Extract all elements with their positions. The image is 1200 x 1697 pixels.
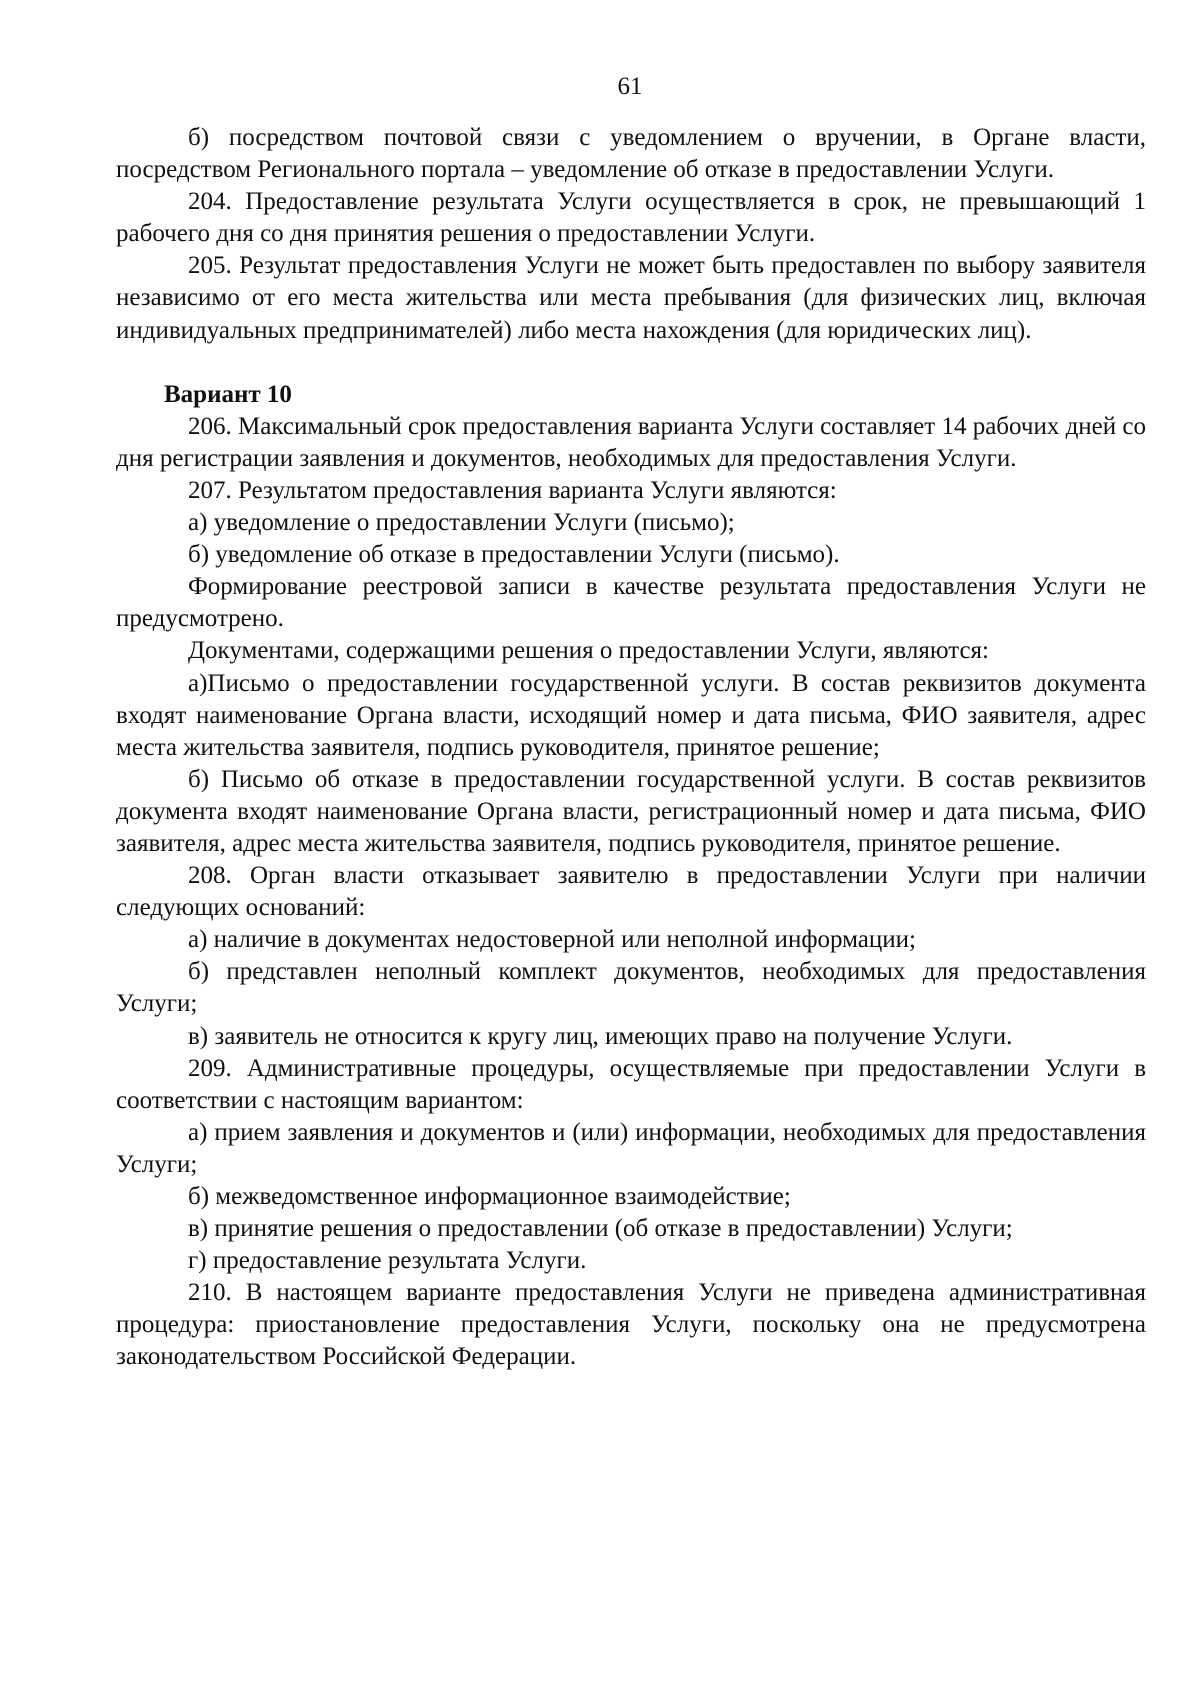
list-item: б) Письмо об отказе в предоставлении государственной услуги. В состав реквизитов документа входят наименование Органа власти, регистрационный номер и дата письма, ФИО заявителя, адрес места жительства заявителя, подпись руководителя, принятое решение. (116, 765, 1146, 857)
list-item: г) предоставление результата Услуги. (188, 1247, 587, 1275)
paragraph: Документами, содержащими решения о предоставлении Услуги, являются: (188, 637, 989, 665)
document-body (116, 122, 1146, 1374)
list-item: в) принятие решения о предоставлении (об отказе в предоставлении) Услуги; (188, 1215, 1013, 1243)
paragraph: 208. Орган власти отказывает заявителю в предоставлении Услуги при наличии следующих оснований: (116, 862, 1146, 922)
paragraph: 209. Административные процедуры, осуществляемые при предоставлении Услуги в соответствии с настоящим вариантом: (116, 1054, 1146, 1114)
list-item: б) представлен неполный комплект документов, необходимых для предоставления Услуги; (116, 958, 1146, 1018)
list-item: а) прием заявления и документов и (или) информации, необходимых для предоставления Услуги; (116, 1118, 1146, 1178)
list-item: в) заявитель не относится к кругу лиц, имеющих право на получение Услуги. (188, 1022, 1013, 1050)
list-item: а) наличие в документах недостоверной или неполной информации; (188, 926, 916, 954)
paragraph: Формирование реестровой записи в качестве результата предоставления Услуги не предусмотрено. (116, 573, 1146, 633)
paragraph: 210. В настоящем варианте предоставления Услуги не приведена административная процедура: приостановление предоставления Услуги, поскольку она не предусмотрена законодательством Российской Федерации. (116, 1279, 1146, 1371)
list-item: б) межведомственное информационное взаимодействие; (188, 1183, 791, 1210)
paragraph: 204. Предоставление результата Услуги осуществляется в срок, не превышающий 1 рабочего дня со дня принятия решения о предоставлении Услуги. (116, 188, 1146, 248)
paragraph: б) посредством почтовой связи с уведомлением о вручении, в Органе власти, посредством Регионального портала – уведомление об отказе в предоставлении Услуги. (116, 124, 1146, 184)
paragraph: 206. Максимальный срок предоставления варианта Услуги составляет 14 рабочих дней со дня регистрации заявления и документов, необходимых для предоставления Услуги. (116, 412, 1146, 472)
paragraph: 207. Результатом предоставления варианта Услуги являются: (188, 476, 837, 504)
paragraph: 205. Результат предоставления Услуги не может быть предоставлен по выбору заявителя независимо от его места жительства или места пребывания (для физических лиц, включая индивидуальных предпринимателей) либо места нахождения (для юридических лиц). (116, 252, 1146, 344)
section-heading: Вариант 10 (164, 380, 292, 408)
page-number: 61 (617, 73, 643, 100)
list-item: а) уведомление о предоставлении Услуги (письмо); (188, 509, 735, 537)
list-item: б) уведомление об отказе в предоставлении Услуги (письмо). (188, 541, 840, 569)
list-item: а)Письмо о предоставлении государственной услуги. В состав реквизитов документа входят наименование Органа власти, исходящий номер и дата письма, ФИО заявителя, адрес места жительства заявителя, подпись руководителя, принятое решение; (116, 669, 1146, 761)
